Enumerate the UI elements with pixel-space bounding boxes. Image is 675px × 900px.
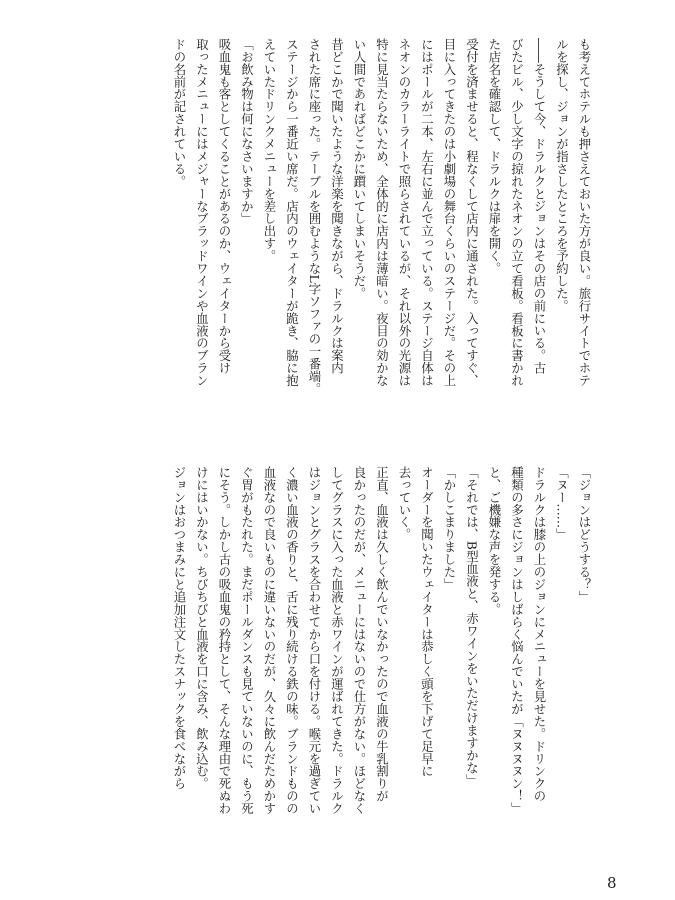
text-line: された席に座った。テーブルを囲むようなL字ソファの一番端。: [307, 38, 322, 395]
text-line: ジョンはおつまみにと追加注文したスナックを食べながら: [172, 466, 187, 790]
text-line: ルを探し、ジョンが指さしたところを予約した。: [554, 38, 570, 312]
text-line: ドラルクは膝の上のジョンにメニューを見せた。ドリンクの: [532, 466, 547, 803]
upper-text-block: [75, 38, 595, 436]
text-line: 正直、血液は久しく飲んでいなかったので血液の牛乳割りが: [374, 466, 390, 803]
text-line: 「かしこまりました」: [442, 466, 457, 591]
text-line: にそう。しかし古の吸血鬼の矜持として、そんな理由で死ぬわ: [217, 466, 232, 815]
text-line: 去っていく。: [397, 466, 412, 541]
text-line: ドの名前が記されている。: [172, 38, 187, 188]
text-line: 取ったメニューにはメジャーなブラッドワインや血液のブラン: [194, 38, 210, 387]
text-line: してグラスに入った血液と赤ワインが運ばれてきた。ドラルク: [329, 466, 345, 815]
text-line: けにはいかない。ちびちびと血液を口に含み、飲み込む。: [194, 466, 210, 790]
text-line: 吸血鬼も客としてくることがあるのか、ウェイターから受け: [217, 38, 232, 375]
text-line: ぐ胃がもたれた。まだポールダンスも見ていないのに、もう死: [239, 466, 255, 815]
text-line: にはポールが二本、左右に並んで立っている。ステージ自体は: [419, 38, 435, 387]
text-line: 良かったのだが、メニューにはないので仕方がない。ほどなく: [352, 466, 367, 815]
text-line: 特に見当たらないため、全体的に店内は薄暗い。夜目の効かな: [374, 38, 390, 387]
text-line: 目に入ってきたのは小劇場の舞台くらいのステージだ。その上: [442, 38, 457, 387]
text-line: た店名を確認して、ドラルクは扉を開く。: [487, 38, 502, 275]
text-line: 「ジョンはどうする？」: [577, 466, 592, 603]
text-line: 「それでは、B型血液と、赤ワインをいただけますかな」: [464, 466, 480, 787]
text-line: はジョンとグラスを合わせてから口を付ける。喉元を過ぎてい: [307, 466, 322, 815]
text-line: ステージから一番近い席だ。店内のウェイターが跪き、脇に抱: [284, 38, 300, 387]
lower-text-block: [75, 466, 595, 862]
text-line: 受付を済ませると、程なくして店内に通された。入ってすぐ、: [464, 38, 480, 387]
text-line: 「お飲み物は何になさいますか」: [239, 38, 255, 225]
text-line: と、ご機嫌な声を発する。: [487, 466, 502, 616]
text-line: えていたドリンクメニューを差し出す。: [262, 38, 277, 263]
text-line: ネオンのカラーライトで照らされているが、それ以外の光源は: [397, 38, 412, 387]
text-line: オーダーを聞いたウェイターは恭しく頭を下げて足早に: [419, 466, 435, 778]
text-line: く濃い血液の香りと、舌に残り続ける鉄の味。ブランドものの: [284, 466, 300, 815]
text-line: い人間であればどこかに躓いてしまいそうだ。: [352, 38, 367, 300]
text-line: びたビル、少し文字の掠れたネオンの立て看板。看板に書かれ: [509, 38, 525, 387]
text-line: も考えてホテルも押さえておいた方が良い。旅行サイトでホテ: [577, 38, 592, 387]
text-line: 「ヌー……」: [554, 466, 570, 541]
text-line: 血液なので良いものに違いないのだが、久々に飲んだためかす: [262, 466, 277, 815]
text-line: 昔どこかで聞いたような洋楽を聞きながら、ドラルクは案内: [329, 38, 345, 375]
text-line: 種類の多さにジョンはしばらく悩んでいたが「ヌヌヌヌン！」: [509, 466, 525, 815]
page-number: 8: [607, 874, 617, 892]
text-line: ――そうして今、ドラルクとジョンはその店の前にいる。古: [532, 38, 547, 375]
